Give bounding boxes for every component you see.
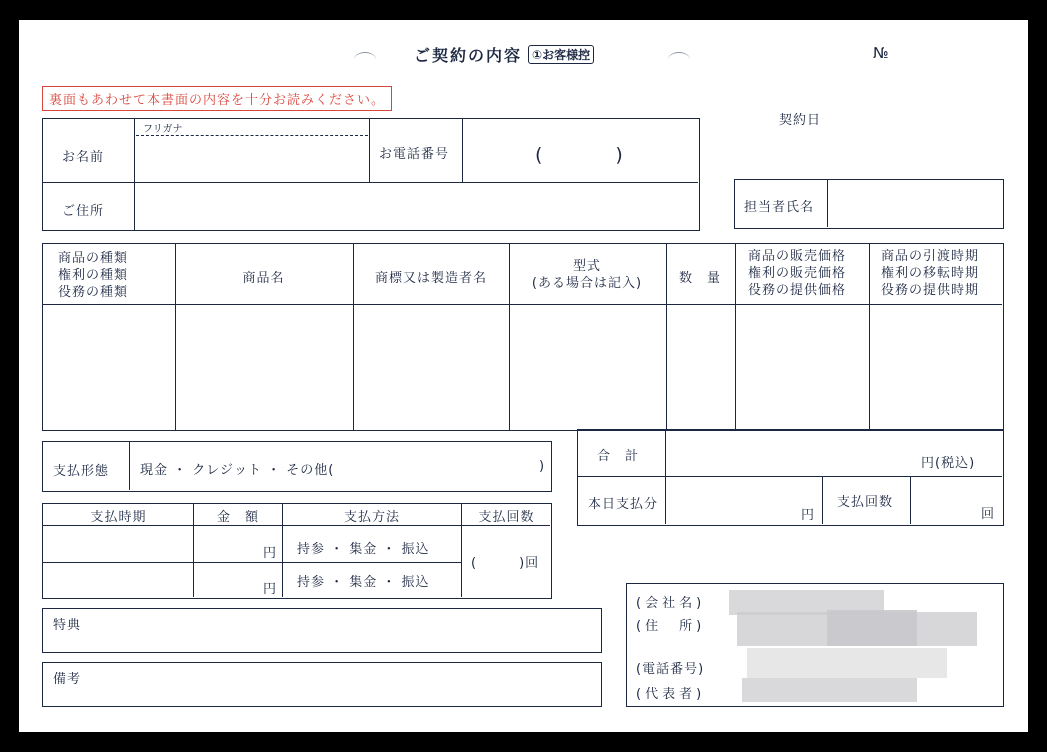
schedule-header-count: 支払回数: [478, 510, 535, 525]
remarks-box[interactable]: [42, 662, 602, 707]
payment-form-options[interactable]: 現金 ・ クレジット ・ その他(: [140, 463, 335, 478]
schedule-row-1-yen: 円: [263, 546, 278, 561]
furigana-label: フリガナ: [143, 124, 183, 135]
today-payment-unit: 円: [801, 508, 816, 523]
company-address-label: (住 所): [636, 619, 706, 634]
staff-field[interactable]: [828, 181, 1002, 227]
phone-field[interactable]: ( ): [535, 144, 627, 166]
items-header-price: 商品の販売価格 権利の販売価格 役務の提供価格: [748, 249, 847, 298]
company-phone-label: (電話番号): [636, 662, 705, 677]
schedule-header-method: 支払方法: [343, 510, 400, 525]
company-rep-label: (代表者): [636, 687, 706, 702]
read-notice: 裏面もあわせて本書面の内容を十分お読みください。: [42, 86, 392, 111]
form-number-label: №: [873, 44, 890, 62]
phone-label: お電話番号: [379, 147, 450, 162]
staff-label: 担当者氏名: [744, 200, 815, 215]
items-header-quantity: 数 量: [678, 271, 721, 286]
schedule-count-value[interactable]: ( )回: [471, 556, 540, 571]
punch-hole-mark-right: [668, 52, 690, 67]
company-name-label: (会社名): [636, 596, 706, 611]
schedule-row-2-yen: 円: [263, 582, 278, 597]
benefit-label: 特典: [53, 618, 82, 633]
copy-badge: ①お客様控: [528, 45, 594, 64]
name-label: お名前: [62, 150, 105, 165]
schedule-row-1-method[interactable]: 持参 ・ 集金 ・ 振込: [297, 542, 430, 557]
schedule-header-amount: 金 額: [216, 510, 259, 525]
payment-form-label: 支払形態: [53, 464, 110, 479]
total-label: 合 計: [597, 449, 640, 464]
items-header-model: 型式 (ある場合は記入): [531, 259, 643, 291]
remarks-label: 備考: [53, 672, 82, 687]
items-header-type: 商品の種類 権利の種類 役務の種類: [58, 251, 129, 300]
benefit-box[interactable]: [42, 608, 602, 653]
name-field[interactable]: [136, 137, 368, 181]
contract-date-label: 契約日: [779, 113, 822, 128]
address-label: ご住所: [62, 204, 105, 219]
schedule-row-2-method[interactable]: 持参 ・ 集金 ・ 振込: [297, 575, 430, 590]
items-header-delivery: 商品の引渡時期 権利の移転時期 役務の提供時期: [881, 249, 980, 298]
payment-count-unit: 回: [981, 507, 996, 522]
payment-form-close: ): [539, 459, 546, 474]
form-title: ご契約の内容: [414, 46, 523, 65]
total-unit: 円(税込): [921, 456, 976, 471]
today-payment-label: 本日支払分: [588, 497, 659, 512]
punch-hole-mark-left: [354, 52, 376, 67]
company-info-redacted: [727, 590, 977, 705]
items-header-product: 商品名: [242, 271, 285, 286]
payment-count-label: 支払回数: [837, 495, 894, 510]
form-header: [414, 43, 594, 66]
items-header-maker: 商標又は製造者名: [374, 271, 487, 286]
items-entry-area[interactable]: [44, 305, 1002, 429]
schedule-header-period: 支払時期: [90, 510, 147, 525]
address-field[interactable]: [136, 183, 698, 229]
